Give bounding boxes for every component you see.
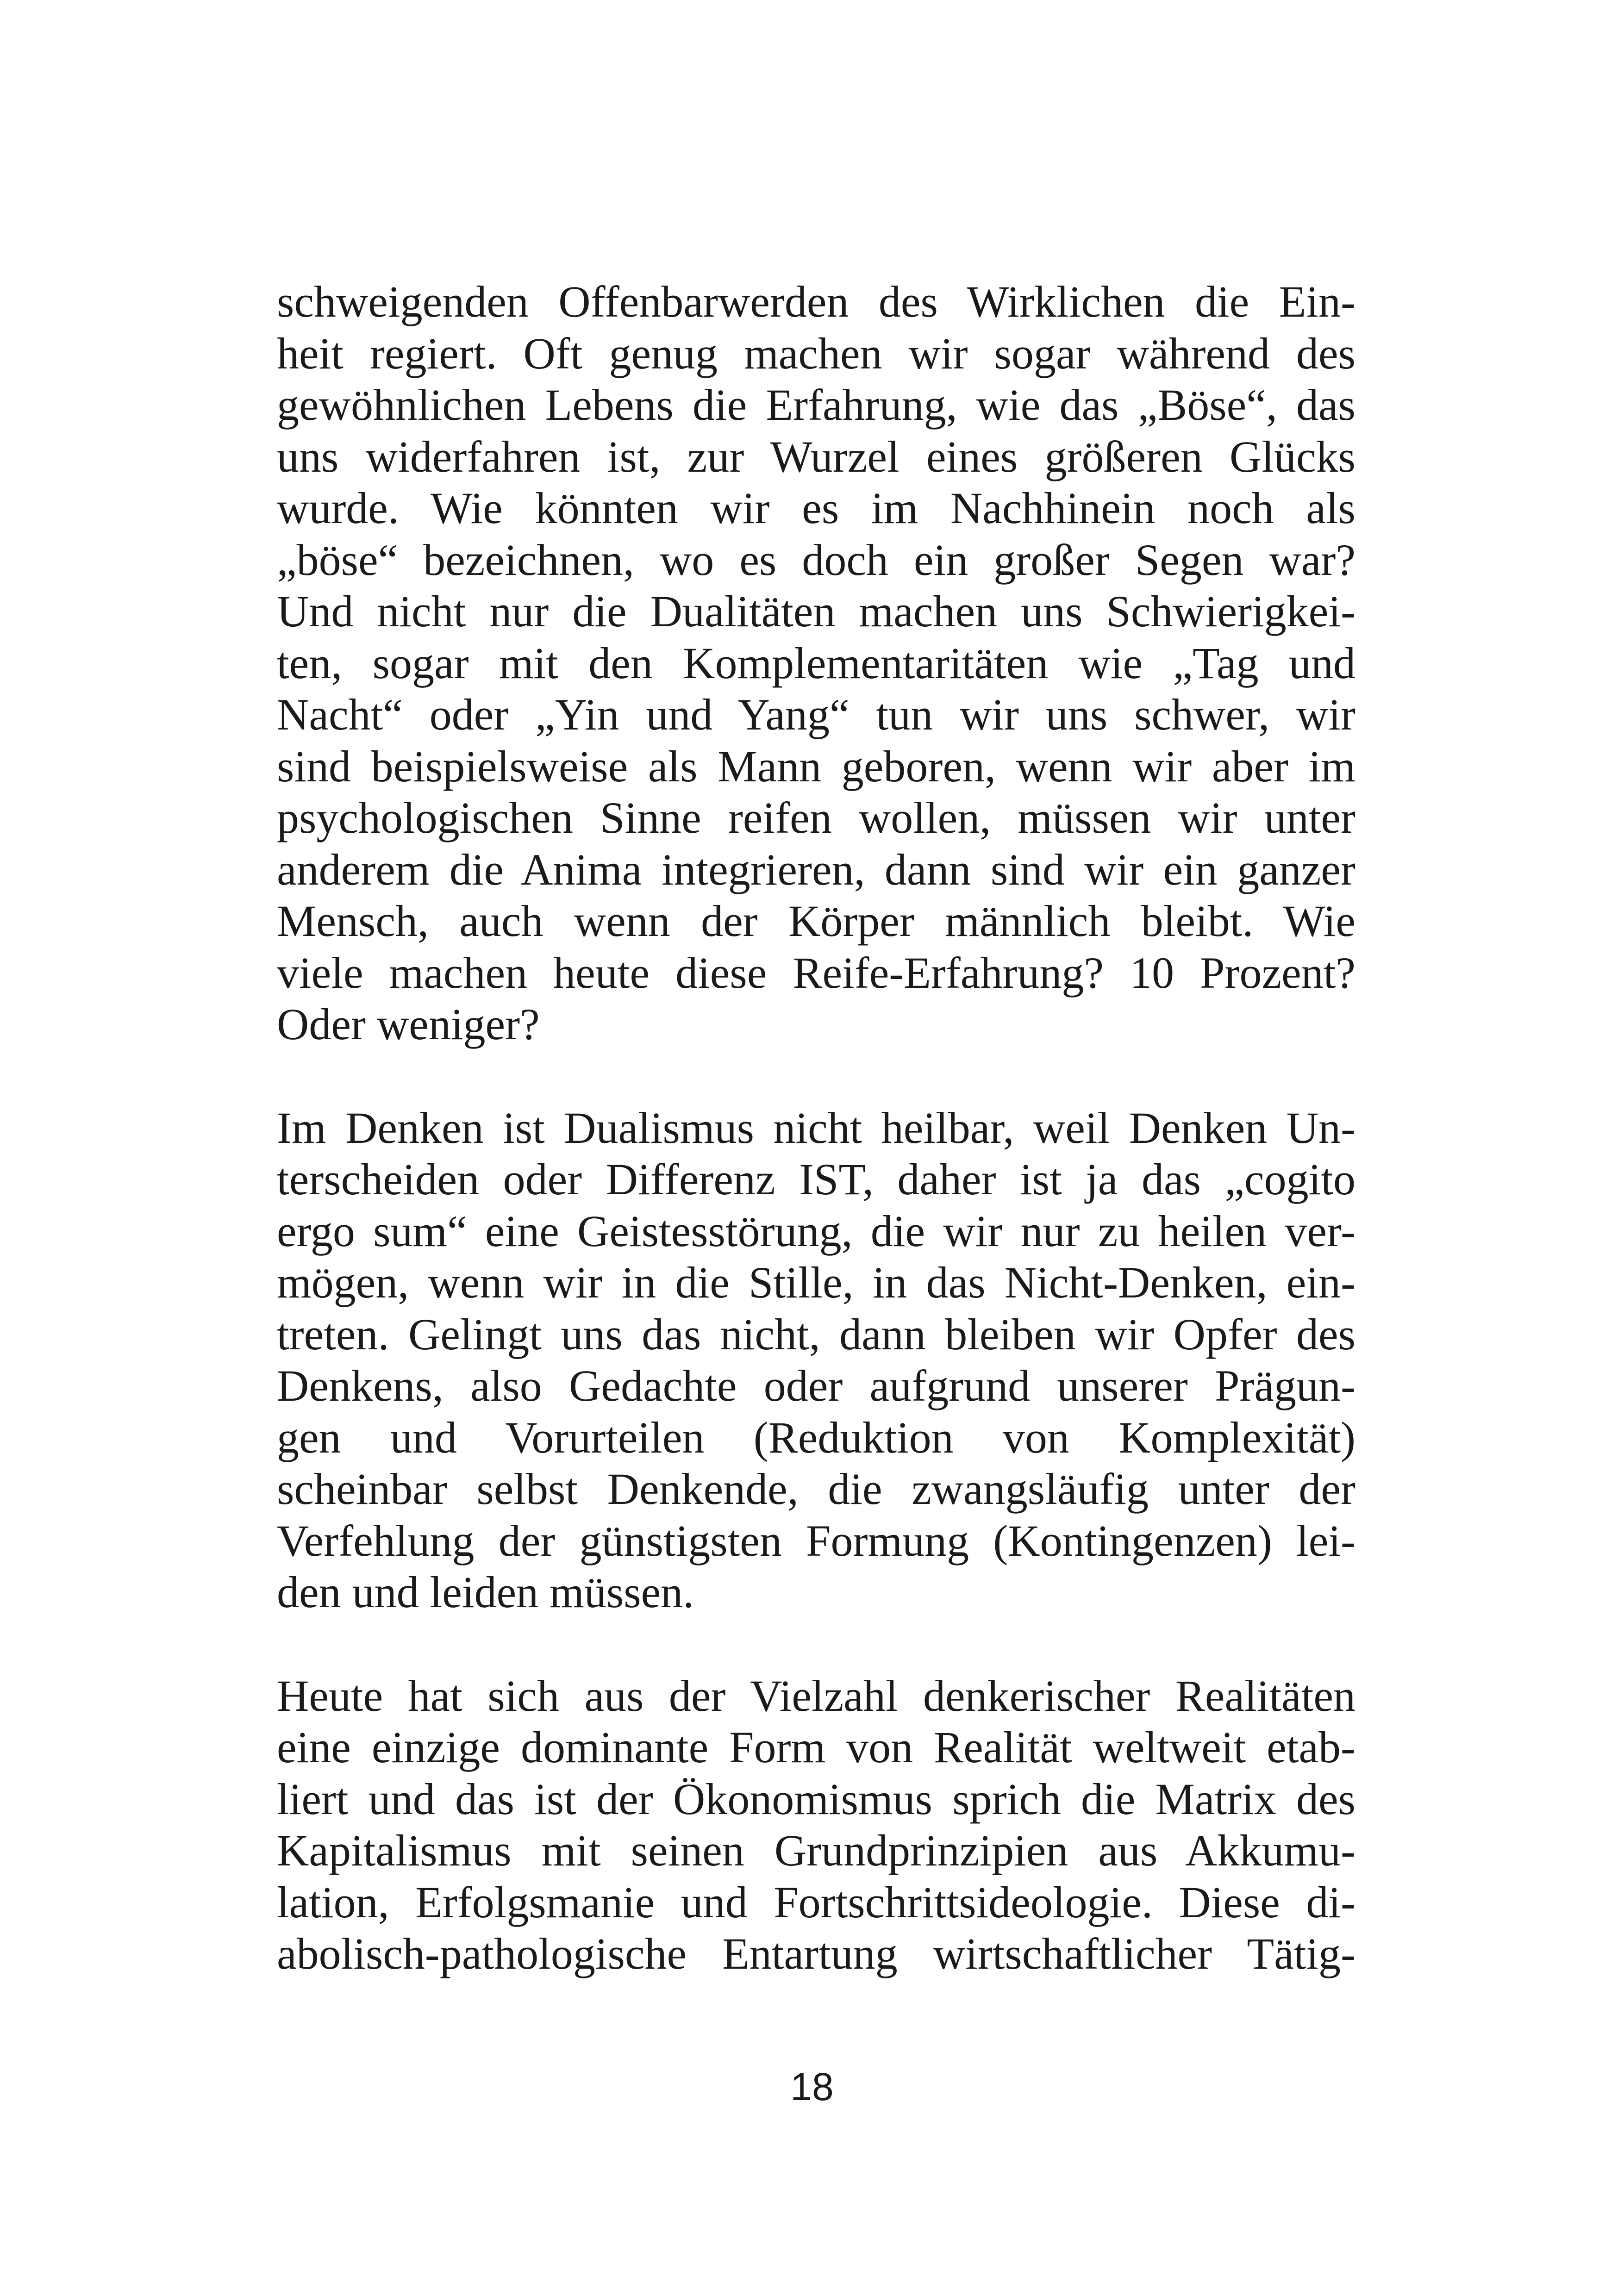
text-line: uns widerfahren ist, zur Wurzel eines größeren Glücks xyxy=(277,431,1355,481)
text-line: viele machen heute diese Reife-Erfahrung? 10 Prozent? xyxy=(277,948,1355,998)
text-line: den und leiden müssen. xyxy=(277,1567,694,1617)
text-line: psychologischen Sinne reifen wollen, müssen wir unter xyxy=(277,793,1355,842)
text-line: scheinbar selbst Denkende, die zwangsläufig unter der xyxy=(277,1464,1355,1514)
text-line: Verfehlung der günstigsten Formung (Kontingenzen) lei- xyxy=(277,1515,1355,1565)
text-line: liert und das ist der Ökonomismus sprich die Matrix des xyxy=(277,1774,1355,1824)
text-line: Denkens, also Gedachte oder aufgrund unserer Prägun- xyxy=(277,1361,1355,1410)
text-line: Oder weniger? xyxy=(277,999,540,1049)
text-line: heit regiert. Oft genug machen wir sogar während des xyxy=(277,328,1355,378)
text-line: anderem die Anima integrieren, dann sind wir ein ganzer xyxy=(277,844,1355,894)
text-line: ten, sogar mit den Komplementaritäten wie „Tag und xyxy=(277,638,1355,688)
text-line: Heute hat sich aus der Vielzahl denkerischer Realitäten xyxy=(277,1671,1355,1721)
paragraph-gap xyxy=(277,1050,1355,1102)
text-line: eine einzige dominante Form von Realität weltweit etab- xyxy=(277,1722,1355,1772)
text-line: Mensch, auch wenn der Körper männlich bleibt. Wie xyxy=(277,896,1355,946)
text-line: schweigenden Offenbarwerden des Wirklichen die Ein- xyxy=(277,277,1355,326)
text-line: abolisch-pathologische Entartung wirtschaftlicher Tätig- xyxy=(277,1929,1355,1978)
paragraph-2 xyxy=(277,1102,1355,1618)
text-line: gewöhnlichen Lebens die Erfahrung, wie das „Böse“, das xyxy=(277,380,1355,430)
text-line: treten. Gelingt uns das nicht, dann bleiben wir Opfer des xyxy=(277,1309,1355,1359)
paragraph-3 xyxy=(277,1670,1355,1980)
text-line: terscheiden oder Differenz IST, daher ist ja das „cogito xyxy=(277,1154,1355,1204)
text-line: gen und Vorurteilen (Reduktion von Komplexität) xyxy=(277,1412,1355,1462)
text-line: Kapitalismus mit seinen Grundprinzipien aus Akkumu- xyxy=(277,1826,1355,1875)
text-line: sind beispielsweise als Mann geboren, wenn wir aber im xyxy=(277,741,1355,791)
paragraph-gap xyxy=(277,1618,1355,1670)
text-line: Im Denken ist Dualismus nicht heilbar, weil Denken Un- xyxy=(277,1103,1355,1153)
page-number: 18 xyxy=(790,2065,834,2108)
body-text xyxy=(277,276,1355,1980)
text-line: „böse“ bezeichnen, wo es doch ein großer Segen war? xyxy=(277,535,1355,585)
text-line: ergo sum“ eine Geistesstörung, die wir nur zu heilen ver- xyxy=(277,1206,1355,1256)
text-line: lation, Erfolgsmanie und Fortschrittsideologie. Diese di- xyxy=(277,1877,1355,1927)
text-line: wurde. Wie könnten wir es im Nachhinein noch als xyxy=(277,483,1355,533)
text-line: mögen, wenn wir in die Stille, in das Nicht-Denken, ein- xyxy=(277,1258,1355,1307)
paragraph-1 xyxy=(277,276,1355,1050)
text-line: Und nicht nur die Dualitäten machen uns Schwierigkei- xyxy=(277,586,1355,636)
text-line: Nacht“ oder „Yin und Yang“ tun wir uns schwer, wir xyxy=(277,690,1355,739)
